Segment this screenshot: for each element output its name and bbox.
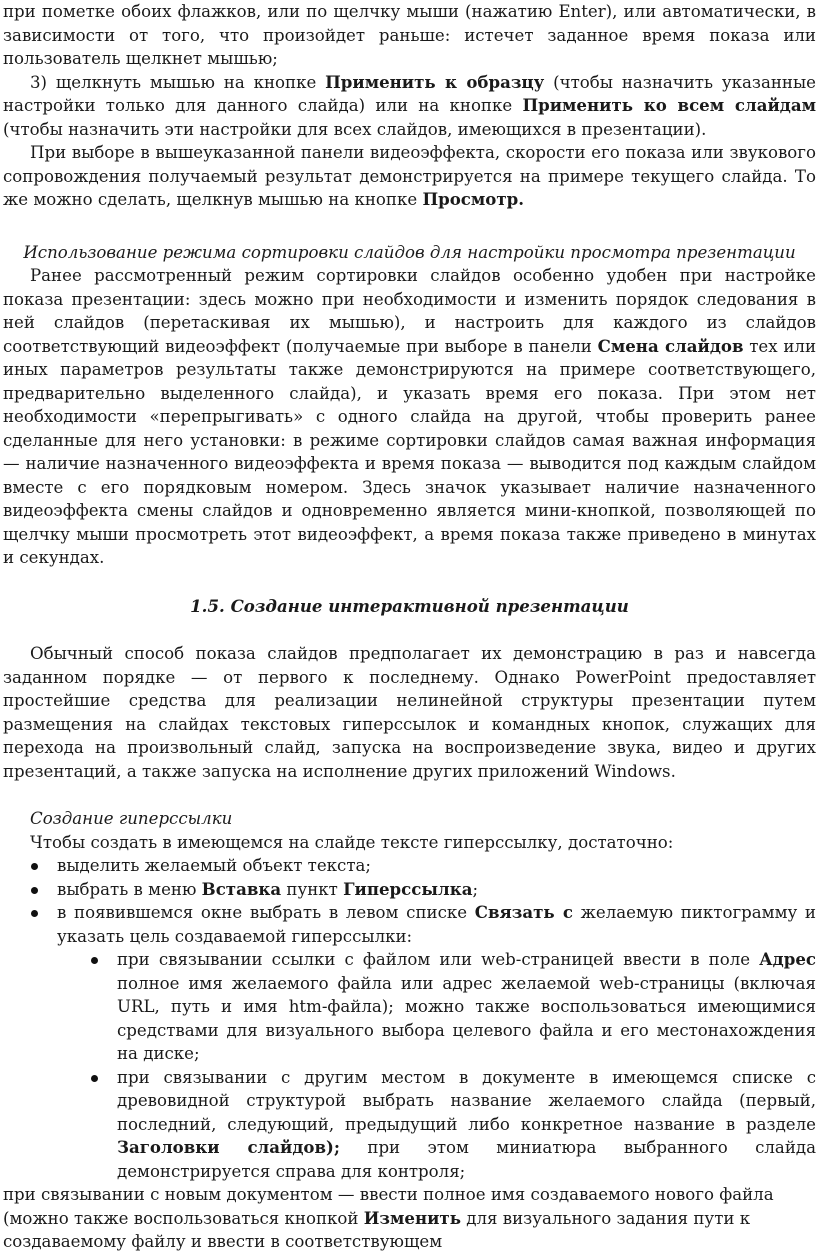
text: при пометке обоих флажков, или по щелчку мыши (нажатию Enter), или автоматически, в зависимости от того, что произойдет раньше: истечет заданное время показа или пользователь щелкнет мышью; [3,2,816,68]
bold-term: Гиперссылка [343,878,473,899]
text: выбрать в меню [57,879,202,899]
bold-term: Применить к образцу [325,71,545,92]
text: Ранее рассмотренный режим сортировки слайдов особенно удобен при настройке показа презентации: здесь можно при необходимости и изменить порядок следования в ней слайдов (перетаскивая их мышью), и настроить для каждого из слайдов соответствующий видеоэффект (получаемые при выборе в панели [3,266,816,356]
section-title: 1.5. Создание интерактивной презентации [190,595,629,616]
text: выделить желаемый объект текста; [57,856,371,875]
spacer [3,783,816,807]
bold-term: Связать с [474,902,573,922]
text: Обычный способ показа слайдов предполагает их демонстрацию в раз и навсегда заданном порядке — от первого к последнему. Однако PowerPoint предоставляет простейшие средства для реализации нелинейной структуры презентации путем размещения на слайдах текстовых гиперссылок и командных кнопок, служащих для перехода на произвольный слайд, запуска на воспроизведение звука, видео и других презентаций, а также запуска на исполнение других приложений Windows. [3,644,816,781]
text: при этом миниатюра выбранного слайда демонстрируется справа для контроля; [117,1138,816,1181]
list-item [3,901,816,948]
text: При выборе в вышеуказанной панели видеоэффекта, скорости его показа или звукового сопровождения получаемый результат демонстрируется на примере текущего слайда. То же можно сделать, щелкнув мышью на кнопке [3,143,816,209]
bold-term: Изменить [363,1207,461,1228]
list-item [3,854,816,878]
subheading-hyperlink: Создание гиперссылки [30,809,233,828]
subheading-sorter-mode: Использование режима сортировки слайдов для настройки просмотра презентации [23,242,796,262]
paragraph-preview [3,141,816,212]
text: для визуального задания пути к создаваемому файлу и ввести в соответствующем [3,1208,751,1251]
paragraph-sorter-mode [3,264,816,570]
list-item [3,1066,816,1184]
bold-term: Вставка [201,878,282,899]
list-item [3,878,816,902]
text: тех или иных параметров результаты также демонстрируются на примере соответствующего, предварительно выделенного слайда), и указать время его показа. При этом нет необходимости «перепрыгивать» с одного слайда на другой, чтобы проверить ранее сделанные для него установки: в режиме сортировки слайдов самая важная информация — наличие назначенного видеоэффекта и время показа — выводится под каждым слайдом вместе с его порядковым номером. Здесь значок указывает наличие назначенного видеоэффекта смены слайдов и одновременно является мини-кнопкой, позволяющей по щелчку мыши просмотреть этот видеоэффект, а время показа также приведено в минутах и секундах. [3,336,816,567]
sub-bullet-list [3,948,816,1183]
text: Чтобы создать в имеющемся на слайде тексте гиперссылку, достаточно: [30,832,674,852]
bold-term: Заголовки слайдов); [117,1137,340,1157]
list-item [3,948,816,1066]
text: желаемую пиктограмму и указать цель создаваемой гиперссылки: [57,903,816,946]
bold-term: Адрес [759,949,816,969]
paragraph-apply-buttons [3,71,816,142]
spacer [3,570,816,595]
text: ; [472,879,479,899]
bold-term: Применить ко всем слайдам [522,95,816,115]
text: (чтобы назначить указанные настройки только для данного слайда) или на кнопке [3,72,816,115]
text: (чтобы назначить эти настройки для всех слайдов, имеющихся в презентации). [3,119,707,139]
bold-term: Смена слайдов [597,335,744,356]
text: при связывании ссылки с файлом или web-страницей ввести в поле [117,950,760,969]
text: 3) щелкнуть мышью на кнопке [30,72,326,92]
text: пункт [281,879,344,899]
spacer [3,618,816,642]
paragraph-continuation [3,0,816,71]
paragraph-new-document [3,1183,816,1254]
paragraph-hyperlink-intro [3,831,816,855]
text: при связывании с другим местом в документе в имеющемся списке с древовидной структурой выбрать название желаемого слайда (первый, последний, следующий, предыдущий либо конкретное название в разделе [117,1067,816,1134]
bullet-list [3,854,816,948]
text: полное имя желаемого файла или адрес желаемой web-страницы (включая URL, путь и имя htm-файла); можно также воспользоваться имеющимися средствами для визуального выбора целевого файла и его местонахождения на диске; [117,973,816,1063]
spacer [3,212,816,235]
text: при связывании с новым документом — ввести полное имя создаваемого нового файла (можно также воспользоваться кнопкой [3,1185,774,1228]
bold-term: Просмотр. [422,189,525,209]
paragraph-interactive [3,642,816,783]
text: в появившемся окне выбрать в левом списке [57,903,475,922]
